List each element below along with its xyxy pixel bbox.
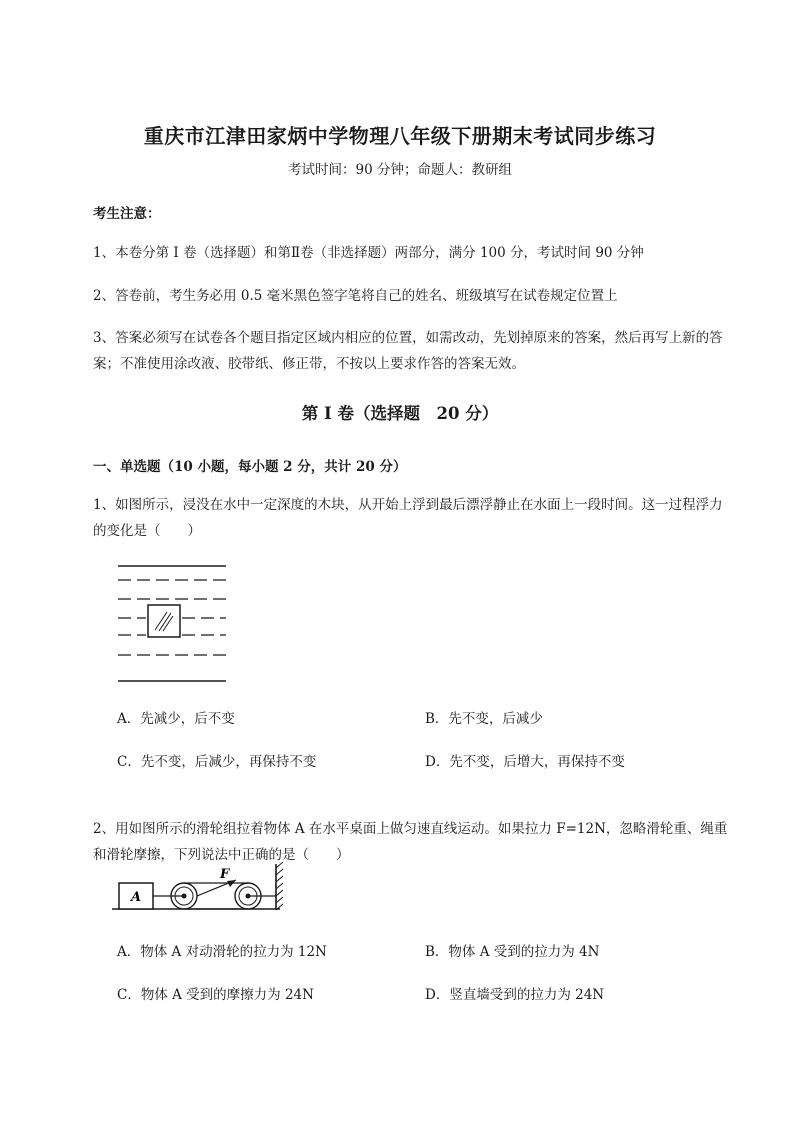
question-1-figure (110, 560, 240, 690)
q1-option-b: B．先不变，后减少 (425, 711, 543, 727)
section-title: 第 I 卷（选择题 20 分） (301, 404, 499, 423)
force-label: F (220, 867, 230, 882)
q1-option-c: C．先不变，后减少，再保持不变 (117, 754, 317, 770)
notice-item-3: 3、答案必须写在试卷各个题目指定区域内相应的位置，如需改动，先划掉原来的答案，然后再写上新的答案；不准使用涂改液、胶带纸、修正带，不按以上要求作答的答案无效。 (93, 330, 723, 372)
wood-block (148, 605, 180, 637)
notice-item-2: 2、答卷前，考生务必用 0.5 毫米黑色签字笔将自己的姓名、班级填写在试卷规定位置上 (93, 288, 618, 304)
question-1-stem: 1、如图所示，浸没在水中一定深度的木块，从开始上浮到最后漂浮静止在水面上一段时间。这一过程浮力的变化是（ ） (93, 497, 723, 539)
q2-option-b: B．物体 A 受到的拉力为 4N (425, 944, 600, 960)
notice-item-1: 1、本卷分第 I 卷（选择题）和第Ⅱ卷（非选择题）两部分，满分 100 分，考试时间 90 分钟 (93, 245, 644, 261)
notice-heading: 考生注意： (93, 206, 161, 222)
block-a-label: A (130, 890, 142, 905)
part-heading: 一、单选题（10 小题，每小题 2 分，共计 20 分） (93, 459, 407, 475)
page-title: 重庆市江津田家炳中学物理八年级下册期末考试同步练习 (143, 124, 657, 148)
q2-option-d: D．竖直墙受到的拉力为 24N (425, 987, 605, 1003)
q1-option-d: D．先不变，后增大，再保持不变 (425, 754, 625, 770)
q1-option-a: A．先减少，后不变 (117, 711, 235, 727)
question-2-stem: 2、用如图所示的滑轮组拉着物体 A 在水平桌面上做匀速直线运动。如果拉力 F=12N，忽略滑轮重、绳重和滑轮摩擦，下列说法中正确的是（ ） (93, 821, 728, 863)
q2-option-c: C．物体 A 受到的摩擦力为 24N (117, 987, 314, 1003)
exam-info: 考试时间：90 分钟；命题人：教研组 (288, 162, 512, 178)
q2-option-a: A．物体 A 对动滑轮的拉力为 12N (117, 944, 327, 960)
question-2-figure (108, 860, 293, 920)
